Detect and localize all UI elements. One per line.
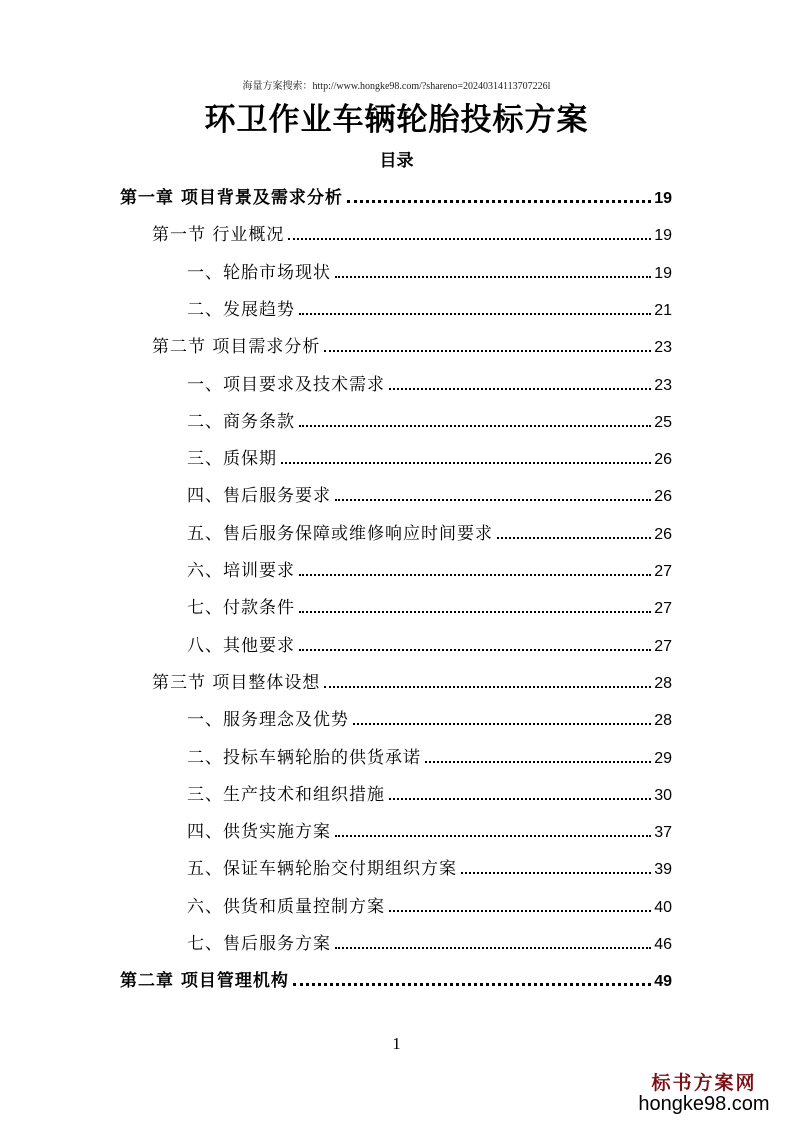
toc-leader-dots <box>335 499 651 501</box>
toc-entry-page: 25 <box>654 413 672 431</box>
toc-leader-dots <box>335 947 651 949</box>
toc-leader-dots <box>299 425 651 427</box>
toc-entry-label: 四、供货实施方案 <box>187 822 331 843</box>
toc-entry-page: 19 <box>654 227 672 245</box>
toc-entry[interactable] <box>152 212 672 249</box>
toc-entry-label: 二、商务条款 <box>187 411 295 432</box>
toc-leader-dots <box>299 574 651 576</box>
toc-entry-page: 30 <box>654 786 672 804</box>
toc-entry[interactable] <box>120 175 672 212</box>
toc-entry[interactable] <box>152 324 672 361</box>
toc-entry-label: 五、保证车辆轮胎交付期组织方案 <box>187 859 457 880</box>
toc-heading: 目录 <box>379 151 414 171</box>
toc-entry-label: 第二节 项目需求分析 <box>152 337 321 358</box>
toc-entry-label: 第一节 行业概况 <box>152 225 285 246</box>
toc-entry[interactable] <box>187 548 672 585</box>
toc-entry-page: 26 <box>654 488 672 506</box>
toc-leader-dots <box>299 313 651 315</box>
toc-entry[interactable] <box>120 958 672 995</box>
toc-leader-dots <box>335 835 651 837</box>
toc-leader-dots <box>324 686 651 688</box>
toc-entry[interactable] <box>187 473 672 510</box>
toc-entry[interactable] <box>187 250 672 287</box>
toc-entry-label: 七、售后服务方案 <box>187 934 331 954</box>
toc-entry[interactable] <box>187 585 672 622</box>
toc-entry[interactable] <box>187 511 672 548</box>
toc-entry-label: 四、售后服务要求 <box>187 486 331 507</box>
toc-entry-page: 40 <box>654 898 672 916</box>
toc-entry-page: 46 <box>654 936 672 953</box>
toc-entry-page: 19 <box>654 190 672 207</box>
toc-entry-page: 29 <box>654 749 672 767</box>
toc-entry[interactable] <box>187 436 672 473</box>
toc-entry-label: 八、其他要求 <box>187 635 295 656</box>
header-url: 海量方案搜索：http://www.hongke98.com/?shareno=20240314113707226l <box>242 81 551 92</box>
toc-leader-dots <box>353 723 651 725</box>
toc-entry[interactable] <box>187 399 672 436</box>
toc-entry[interactable] <box>187 623 672 660</box>
toc-entry-page: 21 <box>654 301 672 319</box>
toc-entry-page: 27 <box>654 600 672 618</box>
toc-entry-label: 一、轮胎市场现状 <box>187 262 331 283</box>
toc-entry-page: 49 <box>654 973 672 991</box>
toc-leader-dots <box>389 798 651 800</box>
toc-entry[interactable] <box>152 660 672 697</box>
toc-entry-label: 第二章 项目管理机构 <box>120 971 289 992</box>
toc-entry-page: 28 <box>654 712 672 730</box>
toc-entry-label: 二、发展趋势 <box>187 299 295 320</box>
toc-entry-page: 23 <box>654 339 672 357</box>
toc-entry-page: 26 <box>654 451 672 469</box>
toc-leader-dots <box>461 872 651 874</box>
document-title: 环卫作业车辆轮胎投标方案 <box>204 102 589 138</box>
toc-entry-page: 26 <box>654 525 672 543</box>
toc-entry[interactable] <box>187 697 672 734</box>
toc-entry-page: 28 <box>654 674 672 692</box>
toc-leader-dots <box>335 276 651 278</box>
toc-entry[interactable] <box>187 287 672 324</box>
toc-entry-page: 37 <box>654 824 672 842</box>
toc-entry-page: 23 <box>654 376 672 394</box>
toc-entry-label: 二、投标车辆轮胎的供货承诺 <box>187 747 421 768</box>
watermark-logo <box>629 1068 779 1116</box>
toc-leader-dots <box>389 388 651 390</box>
watermark-text-cn: 标书方案网 <box>651 1072 757 1094</box>
toc-leader-dots <box>288 238 651 240</box>
toc-entry-label: 七、付款条件 <box>187 598 295 619</box>
watermark-text-domain: hongke98.com <box>638 1093 770 1115</box>
toc-entry[interactable] <box>187 921 672 958</box>
toc-leader-dots <box>299 649 651 651</box>
toc-entry-label: 第三节 项目整体设想 <box>152 672 321 693</box>
toc-entry-page: 19 <box>654 264 672 282</box>
page-number: 1 <box>392 1034 401 1053</box>
toc-entry[interactable] <box>187 846 672 883</box>
toc-leader-dots <box>299 611 651 613</box>
toc-entry-page: 27 <box>654 637 672 655</box>
toc-entry-label: 五、售后服务保障或维修响应时间要求 <box>187 523 493 544</box>
toc-entry-label: 第一章 项目背景及需求分析 <box>120 188 343 208</box>
toc-entry[interactable] <box>187 809 672 846</box>
toc-entry[interactable] <box>187 362 672 399</box>
toc-leader-dots <box>389 910 651 912</box>
toc-entry-label: 三、质保期 <box>187 449 277 470</box>
toc-entry[interactable] <box>187 735 672 772</box>
toc-leader-dots <box>425 761 651 763</box>
toc-leader-dots <box>347 200 651 203</box>
toc-entry-label: 一、项目要求及技术需求 <box>187 374 385 395</box>
toc-leader-dots <box>324 350 651 352</box>
toc-entry[interactable] <box>187 772 672 809</box>
toc-entry-page: 39 <box>654 861 672 879</box>
toc-leader-dots <box>281 462 651 464</box>
toc-entry-label: 一、服务理念及优势 <box>187 710 349 731</box>
toc-entry-label: 六、培训要求 <box>187 561 295 581</box>
toc-entry[interactable] <box>187 884 672 921</box>
toc-leader-dots <box>497 537 651 539</box>
toc-leader-dots <box>293 983 651 986</box>
toc-entry-label: 三、生产技术和组织措施 <box>187 784 385 805</box>
toc-entry-page: 27 <box>654 563 672 580</box>
toc-entry-label: 六、供货和质量控制方案 <box>187 896 385 917</box>
